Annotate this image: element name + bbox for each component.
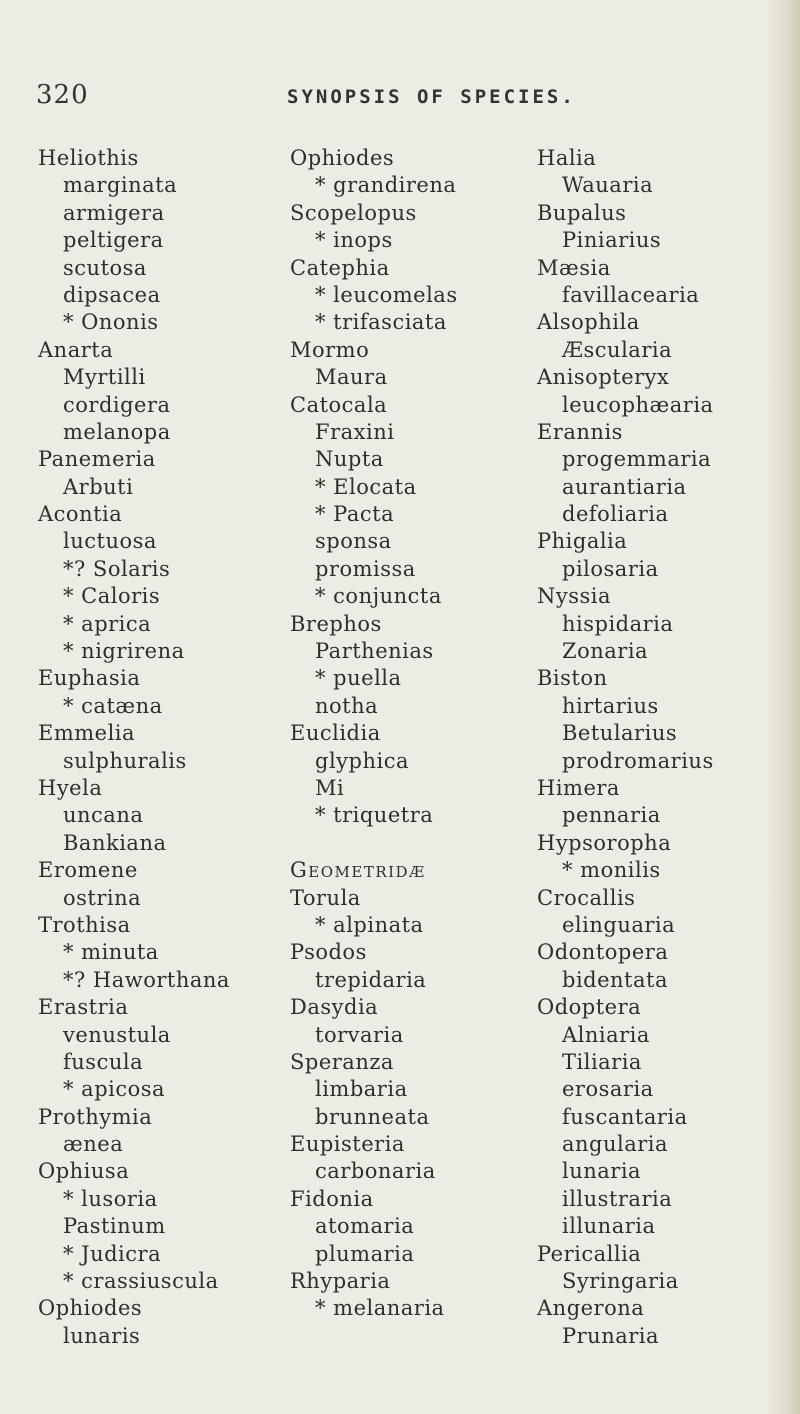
genus-name: Panemeria xyxy=(38,447,156,472)
species-name: dipsacea xyxy=(63,282,161,307)
species-name: pennaria xyxy=(562,803,661,828)
species-name: * lusoria xyxy=(63,1186,158,1211)
species-name: Fraxini xyxy=(315,419,395,444)
species-name: *? Haworthana xyxy=(63,967,230,992)
species-name: angularia xyxy=(562,1132,669,1157)
genus-name: Himera xyxy=(537,775,620,800)
genus-name: Brephos xyxy=(290,611,382,636)
species-name: defoliaria xyxy=(562,502,669,527)
species-name: * crassiuscula xyxy=(63,1269,219,1294)
genus-name: Torula xyxy=(290,885,361,910)
family-heading: Geometridæ xyxy=(290,858,426,883)
species-name: atomaria xyxy=(315,1214,415,1239)
genus-name: Heliothis xyxy=(38,146,139,170)
species-name: * alpinata xyxy=(315,912,424,937)
species-name: melanopa xyxy=(63,419,171,444)
genus-name: Crocallis xyxy=(537,885,636,910)
species-name: lunaris xyxy=(63,1323,141,1348)
genus-name: Ophiusa xyxy=(38,1159,130,1184)
species-name: fuscula xyxy=(63,1049,144,1074)
species-name: illustraria xyxy=(562,1186,673,1211)
species-name: Bankiana xyxy=(63,830,167,855)
species-name: * triquetra xyxy=(315,803,434,828)
species-name: luctuosa xyxy=(63,529,157,554)
species-name: * monilis xyxy=(562,858,661,883)
species-name: marginata xyxy=(63,173,178,198)
species-name: * melanaria xyxy=(315,1296,445,1321)
genus-name: Mæsia xyxy=(537,255,611,280)
genus-name: Pericallia xyxy=(537,1241,642,1266)
genus-name: Psodos xyxy=(290,940,367,965)
species-name: * Ononis xyxy=(63,310,159,335)
genus-name: Eupisteria xyxy=(290,1132,405,1157)
species-name: Tiliaria xyxy=(562,1049,642,1074)
running-title: SYNOPSIS OF SPECIES. xyxy=(287,86,576,108)
species-name: Arbuti xyxy=(63,474,134,499)
genus-name: Catocala xyxy=(290,392,388,417)
species-name: torvaria xyxy=(315,1022,404,1047)
species-name: Maura xyxy=(315,365,388,390)
species-name: armigera xyxy=(63,200,165,225)
genus-name: Odoptera xyxy=(537,995,642,1020)
species-name: sponsa xyxy=(315,529,392,554)
species-name: pilosaria xyxy=(562,556,659,581)
species-name: glyphica xyxy=(315,748,409,773)
species-name: limbaria xyxy=(315,1077,408,1102)
genus-name: Speranza xyxy=(290,1049,394,1074)
genus-name: Erastria xyxy=(38,995,129,1020)
species-name: illunaria xyxy=(562,1214,656,1239)
species-name: bidentata xyxy=(562,967,668,992)
genus-name: Angerona xyxy=(537,1296,645,1321)
genus-name: Hypsoropha xyxy=(537,830,672,855)
species-name: Syringaria xyxy=(562,1269,679,1294)
species-name: uncana xyxy=(63,803,144,828)
species-name: progemmaria xyxy=(562,447,712,472)
species-name: peltigera xyxy=(63,228,164,253)
species-name: ostrina xyxy=(63,885,142,910)
genus-name: Phigalia xyxy=(537,529,628,554)
species-name: prodromarius xyxy=(562,748,714,773)
species-name: Æscularia xyxy=(562,337,673,362)
species-name: venustula xyxy=(63,1022,171,1047)
genus-name: Rhyparia xyxy=(290,1269,391,1294)
genus-name: Mormo xyxy=(290,337,370,362)
species-name: Nupta xyxy=(315,447,384,472)
genus-name: Nyssia xyxy=(537,584,612,609)
species-name: Zonaria xyxy=(562,639,649,664)
species-name: cordigera xyxy=(63,392,171,417)
genus-name: Biston xyxy=(537,666,608,691)
genus-name: Euphasia xyxy=(38,666,141,691)
species-name: ænea xyxy=(63,1132,124,1157)
species-name: elinguaria xyxy=(562,912,676,937)
species-name: * Pacta xyxy=(315,502,395,527)
genus-name: Ophiodes xyxy=(38,1296,143,1321)
genus-name: Erannis xyxy=(537,419,623,444)
genus-name: Halia xyxy=(537,146,597,170)
genus-name: Ophiodes xyxy=(290,146,395,170)
genus-name: Anisopteryx xyxy=(537,365,670,390)
species-name: scutosa xyxy=(63,255,147,280)
species-name: hispidaria xyxy=(562,611,674,636)
species-name: favillacearia xyxy=(562,282,700,307)
species-name: * inops xyxy=(315,228,393,253)
species-column-3 xyxy=(537,145,714,1350)
genus-name: Prothymia xyxy=(38,1104,153,1129)
species-name: * nigrirena xyxy=(63,639,185,664)
species-column-2 xyxy=(290,145,458,1323)
species-name: * puella xyxy=(315,666,402,691)
species-name: fuscantaria xyxy=(562,1104,688,1129)
species-name: erosaria xyxy=(562,1077,654,1102)
genus-name: Euclidia xyxy=(290,721,381,746)
genus-name: Trothisa xyxy=(38,912,131,937)
species-name: * minuta xyxy=(63,940,159,965)
species-name: * conjuncta xyxy=(315,584,442,609)
species-name: leucophæaria xyxy=(562,392,714,417)
species-column-1 xyxy=(38,145,230,1350)
species-name: * apicosa xyxy=(63,1077,166,1102)
species-name: Myrtilli xyxy=(63,365,146,390)
species-name: * grandirena xyxy=(315,173,457,198)
species-name: promissa xyxy=(315,556,416,581)
page-number: 320 xyxy=(36,80,89,110)
genus-name: Alsophila xyxy=(537,310,640,335)
species-name: brunneata xyxy=(315,1104,430,1129)
species-name: * leucomelas xyxy=(315,282,458,307)
species-name: carbonaria xyxy=(315,1159,436,1184)
genus-name: Anarta xyxy=(38,337,114,362)
species-name: *? Solaris xyxy=(63,556,171,581)
species-name: Piniarius xyxy=(562,228,662,253)
species-name: plumaria xyxy=(315,1241,415,1266)
genus-name: Hyela xyxy=(38,775,103,800)
species-name: * trifasciata xyxy=(315,310,447,335)
species-name: Wauaria xyxy=(562,173,654,198)
species-name: hirtarius xyxy=(562,693,659,718)
genus-name: Emmelia xyxy=(38,721,136,746)
species-name: * aprica xyxy=(63,611,152,636)
list-spacer xyxy=(290,830,458,857)
species-name: Pastinum xyxy=(63,1214,166,1239)
page-edge-shading xyxy=(766,0,800,1414)
genus-name: Eromene xyxy=(38,858,138,883)
species-name: * catæna xyxy=(63,693,163,718)
species-name: sulphuralis xyxy=(63,748,187,773)
species-name: Parthenias xyxy=(315,639,434,664)
genus-name: Acontia xyxy=(38,502,123,527)
genus-name: Scopelopus xyxy=(290,200,417,225)
genus-name: Catephia xyxy=(290,255,390,280)
genus-name: Bupalus xyxy=(537,200,627,225)
species-name: Alniaria xyxy=(562,1022,650,1047)
species-name: lunaria xyxy=(562,1159,642,1184)
species-name: * Elocata xyxy=(315,474,417,499)
genus-name: Dasydia xyxy=(290,995,379,1020)
species-name: notha xyxy=(315,693,379,718)
species-name: Betularius xyxy=(562,721,678,746)
species-name: trepidaria xyxy=(315,967,427,992)
species-name: * Caloris xyxy=(63,584,161,609)
species-name: Mi xyxy=(315,775,345,800)
species-name: Prunaria xyxy=(562,1323,660,1348)
species-name: aurantiaria xyxy=(562,474,687,499)
genus-name: Odontopera xyxy=(537,940,669,965)
genus-name: Fidonia xyxy=(290,1186,374,1211)
species-name: * Judicra xyxy=(63,1241,162,1266)
